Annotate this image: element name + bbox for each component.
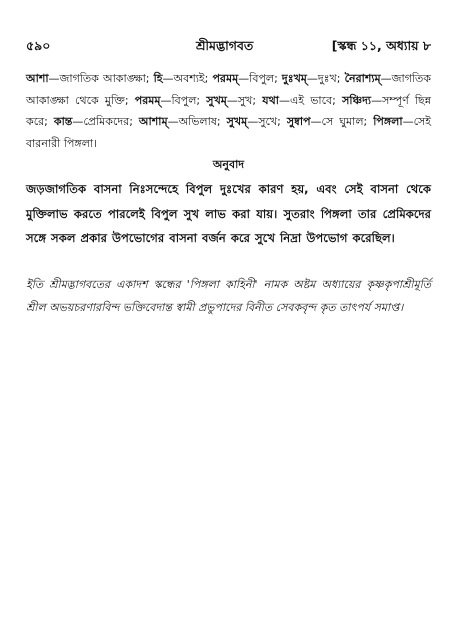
synonyms-paragraph	[26, 68, 431, 154]
synonym-meaning: —এই ভাবে;	[278, 93, 343, 107]
page-body	[26, 68, 431, 319]
synonym-item	[139, 115, 227, 128]
synonym-term: সুখম্	[206, 93, 227, 107]
page-number: ৫৯০	[26, 38, 51, 53]
synonym-term: সঞ্চিদ্য	[342, 93, 372, 107]
synonym-term: যথা	[262, 93, 279, 107]
synonym-term: সুষ্বাপ	[286, 115, 311, 128]
synonym-term: আশাম্	[138, 115, 168, 128]
synonym-meaning: —অভিলাষ;	[167, 115, 227, 128]
synonym-meaning: —সেই বারনারী পিঙ্গলা।	[26, 115, 432, 150]
synonym-item	[54, 115, 139, 128]
synonym-term: হি	[153, 72, 163, 85]
synonym-meaning: —বিপুল;	[238, 72, 282, 85]
synonym-meaning: —দুঃখ;	[306, 72, 345, 85]
synonym-term: পিঙ্গলা	[373, 115, 403, 128]
synonym-term: সুখম্	[226, 115, 248, 128]
synonym-item	[262, 94, 342, 107]
synonym-meaning: —বিপুল;	[160, 93, 207, 107]
synonym-item	[227, 115, 287, 128]
synonym-meaning: —সুখ;	[226, 93, 263, 107]
synonym-item	[287, 115, 373, 128]
synonym-term: পরমম্	[134, 93, 161, 107]
chapter-reference: [স্কন্ধ ১১, অধ্যায় ৮	[331, 38, 431, 53]
synonym-term: পরমম্	[212, 72, 239, 85]
synonym-meaning: —জাগতিক আকাঙ্ক্ষা;	[48, 72, 154, 85]
page-header	[26, 38, 431, 56]
synonym-item	[282, 72, 345, 85]
translation-paragraph: জড়জাগতিক বাসনা নিঃসন্দেহে বিপুল দুঃখের কারণ হয়, এবং সেই বাসনা থেকে মুক্তিলাভ করতে পারলেই বিপুল সুখ লাভ করা যায়। সুতরাং পিঙ্গলা তার প্রেমিকদের সঙ্গে সকল প্রকার উপভোগের বাসনা বর্জন করে সুখে নিদ্রা উপভোগ করেছিল।	[26, 182, 431, 245]
purport-closing-note: ইতি শ্রীমদ্ভাগবতের একাদশ স্কন্ধের 'পিঙ্গলা কাহিনী' নামক অষ্টম অধ্যায়ের কৃষ্ণকৃপাশ্রীমূর্তি শ্রীল অভয়চরণারবিন্দ ভক্তিবেদান্ত স্বামী প্রভুপাদের বিনীত সেবকবৃন্দ কৃত তাৎপর্য সমাপ্ত।	[26, 277, 431, 314]
synonym-term: দুঃখম্	[281, 72, 307, 85]
synonym-term: নৈরাশ্যম্	[344, 72, 381, 85]
synonym-item	[212, 72, 281, 85]
book-title: শ্রীমদ্ভাগবত	[196, 38, 254, 53]
synonym-item	[154, 72, 213, 85]
synonym-meaning: —সুখে;	[247, 115, 287, 128]
synonym-meaning: —প্রেমিকদের;	[72, 115, 139, 128]
synonym-meaning: —সম্পূর্ণ ছিন্ন করে;	[26, 93, 432, 128]
synonym-item	[135, 94, 207, 107]
synonym-item	[206, 94, 262, 107]
synonym-term: কান্ত	[53, 115, 73, 128]
translation-heading: অনুবাদ	[212, 158, 245, 171]
synonym-meaning: —অবশ্যই;	[162, 72, 213, 85]
synonym-meaning: —সে ঘুমাল;	[310, 115, 374, 128]
synonym-item	[26, 72, 154, 85]
synonym-meaning: —জাগতিক আকাঙ্ক্ষা থেকে মুক্তি;	[26, 72, 431, 107]
synonym-term: আশা	[26, 72, 49, 85]
